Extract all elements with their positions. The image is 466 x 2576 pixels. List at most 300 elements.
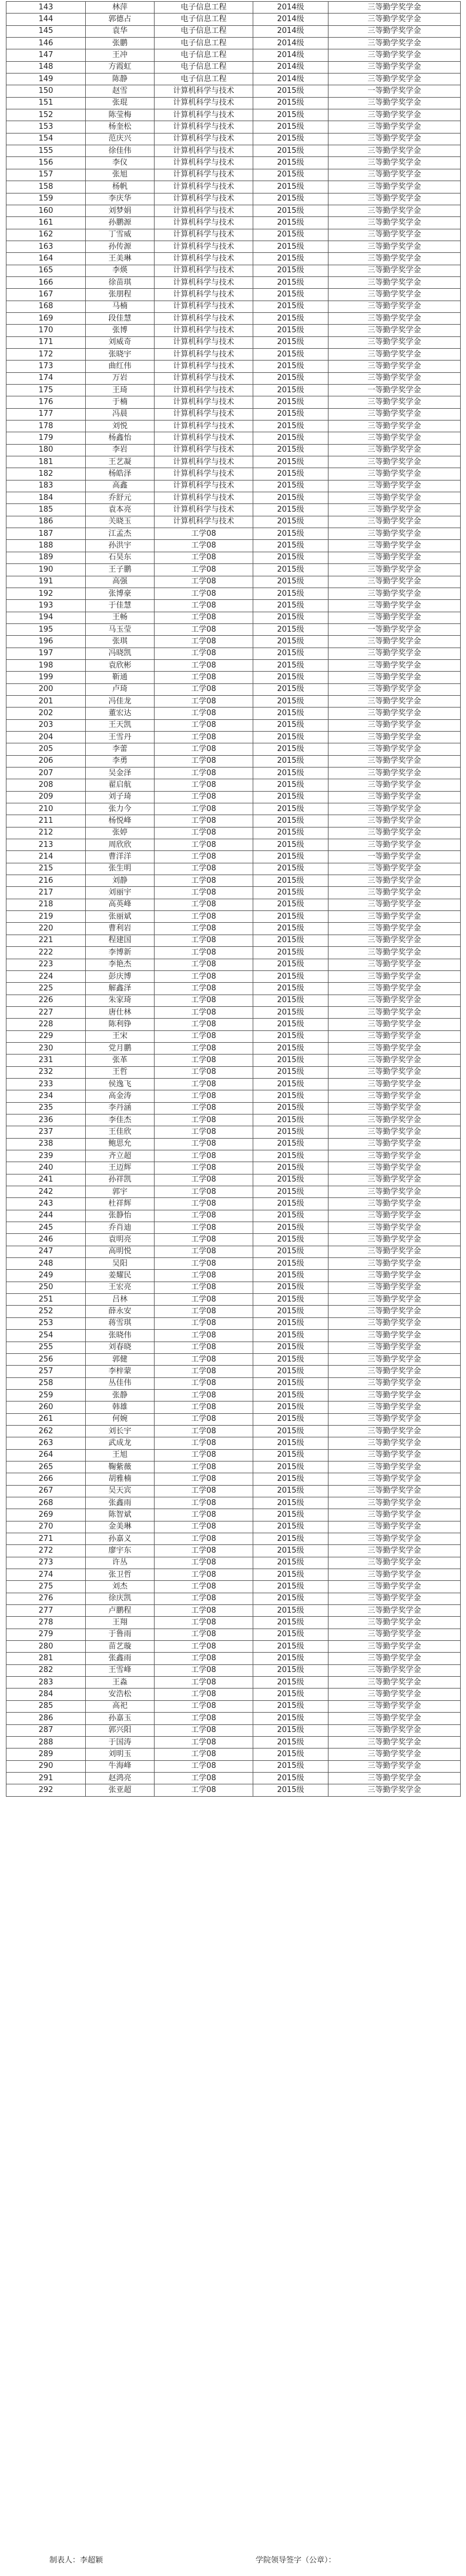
student-name-cell: 王哲 xyxy=(86,1066,155,1078)
table-row xyxy=(6,636,461,648)
award-level-cell: 三等勤学奖学金 xyxy=(328,492,461,504)
table-row xyxy=(6,1449,461,1461)
major-cell: 工学08 xyxy=(155,1521,253,1533)
major-cell: 电子信息工程 xyxy=(155,38,253,49)
table-row xyxy=(6,1389,461,1401)
row-number-cell: 187 xyxy=(6,528,86,540)
table-row xyxy=(6,1437,461,1449)
row-number-cell: 182 xyxy=(6,468,86,480)
major-cell: 工学08 xyxy=(155,672,253,683)
row-number-cell: 198 xyxy=(6,659,86,671)
student-name-cell: 吴阳 xyxy=(86,1258,155,1270)
table-row xyxy=(6,731,461,743)
grade-year-cell: 2015级 xyxy=(253,1258,328,1270)
grade-year-cell: 2015级 xyxy=(253,1055,328,1066)
table-row xyxy=(6,1653,461,1664)
award-level-cell: 三等勤学奖学金 xyxy=(328,1317,461,1329)
grade-year-cell: 2015级 xyxy=(253,504,328,516)
grade-year-cell: 2015级 xyxy=(253,1066,328,1078)
award-level-cell: 三等勤学奖学金 xyxy=(328,1664,461,1676)
award-level-cell: 三等勤学奖学金 xyxy=(328,1700,461,1712)
table-row xyxy=(6,1557,461,1569)
row-number-cell: 154 xyxy=(6,133,86,145)
row-number-cell: 271 xyxy=(6,1533,86,1545)
table-row xyxy=(6,648,461,659)
student-name-cell: 牛海峰 xyxy=(86,1760,155,1772)
award-level-cell: 三等勤学奖学金 xyxy=(328,636,461,648)
row-number-cell: 155 xyxy=(6,145,86,157)
grade-year-cell: 2015级 xyxy=(253,1677,328,1689)
grade-year-cell: 2015级 xyxy=(253,1078,328,1090)
grade-year-cell: 2015级 xyxy=(253,1629,328,1640)
row-number-cell: 203 xyxy=(6,719,86,731)
row-number-cell: 273 xyxy=(6,1557,86,1569)
student-name-cell: 孙传源 xyxy=(86,241,155,252)
major-cell: 工学08 xyxy=(155,588,253,599)
major-cell: 计算机科学与技术 xyxy=(155,109,253,121)
grade-year-cell: 2015级 xyxy=(253,899,328,910)
student-name-cell: 杨奎松 xyxy=(86,121,155,133)
grade-year-cell: 2015级 xyxy=(253,1700,328,1712)
row-number-cell: 144 xyxy=(6,14,86,25)
row-number-cell: 168 xyxy=(6,301,86,312)
award-level-cell: 三等勤学奖学金 xyxy=(328,1306,461,1317)
table-row xyxy=(6,1270,461,1282)
row-number-cell: 169 xyxy=(6,312,86,324)
major-cell: 工学08 xyxy=(155,995,253,1006)
award-level-cell: 三等勤学奖学金 xyxy=(328,815,461,827)
award-level-cell: 三等勤学奖学金 xyxy=(328,1653,461,1664)
major-cell: 工学08 xyxy=(155,803,253,815)
award-level-cell: 三等勤学奖学金 xyxy=(328,253,461,265)
grade-year-cell: 2015级 xyxy=(253,468,328,480)
major-cell: 工学08 xyxy=(155,935,253,946)
row-number-cell: 167 xyxy=(6,289,86,301)
row-number-cell: 177 xyxy=(6,408,86,420)
table-row xyxy=(6,791,461,803)
table-row xyxy=(6,528,461,540)
major-cell: 工学08 xyxy=(155,1760,253,1772)
student-name-cell: 张琪 xyxy=(86,636,155,648)
table-row xyxy=(6,38,461,49)
grade-year-cell: 2015级 xyxy=(253,1473,328,1485)
table-row xyxy=(6,1533,461,1545)
grade-year-cell: 2015级 xyxy=(253,1114,328,1126)
award-level-cell: 三等勤学奖学金 xyxy=(328,1019,461,1030)
award-level-cell: 一等勤学奖学金 xyxy=(328,623,461,635)
student-name-cell: 刘威奇 xyxy=(86,336,155,348)
row-number-cell: 258 xyxy=(6,1377,86,1389)
major-cell: 计算机科学与技术 xyxy=(155,157,253,169)
row-number-cell: 206 xyxy=(6,755,86,767)
major-cell: 工学08 xyxy=(155,1437,253,1449)
major-cell: 工学08 xyxy=(155,695,253,707)
student-name-cell: 李仪 xyxy=(86,157,155,169)
major-cell: 工学08 xyxy=(155,1019,253,1030)
row-number-cell: 275 xyxy=(6,1581,86,1593)
grade-year-cell: 2015级 xyxy=(253,1353,328,1365)
major-cell: 工学08 xyxy=(155,1282,253,1293)
table-row xyxy=(6,1055,461,1066)
award-level-cell: 三等勤学奖学金 xyxy=(328,74,461,85)
row-number-cell: 272 xyxy=(6,1545,86,1557)
grade-year-cell: 2015级 xyxy=(253,1437,328,1449)
student-name-cell: 张鑫雨 xyxy=(86,1497,155,1509)
grade-year-cell: 2015级 xyxy=(253,887,328,899)
table-row xyxy=(6,875,461,887)
grade-year-cell: 2015级 xyxy=(253,1270,328,1282)
row-number-cell: 264 xyxy=(6,1449,86,1461)
major-cell: 计算机科学与技术 xyxy=(155,276,253,288)
major-cell: 计算机科学与技术 xyxy=(155,336,253,348)
award-level-cell: 三等勤学奖学金 xyxy=(328,1485,461,1497)
award-level-cell: 三等勤学奖学金 xyxy=(328,432,461,444)
student-name-cell: 孙嘉义 xyxy=(86,1533,155,1545)
row-number-cell: 207 xyxy=(6,768,86,779)
award-level-cell: 三等勤学奖学金 xyxy=(328,1294,461,1306)
major-cell: 工学08 xyxy=(155,1306,253,1317)
row-number-cell: 234 xyxy=(6,1090,86,1102)
major-cell: 工学08 xyxy=(155,1700,253,1712)
major-cell: 电子信息工程 xyxy=(155,74,253,85)
major-cell: 工学08 xyxy=(155,623,253,635)
major-cell: 工学08 xyxy=(155,768,253,779)
major-cell: 计算机科学与技术 xyxy=(155,348,253,360)
award-level-cell: 三等勤学奖学金 xyxy=(328,480,461,492)
row-number-cell: 240 xyxy=(6,1162,86,1174)
award-level-cell: 三等勤学奖学金 xyxy=(328,348,461,360)
major-cell: 工学08 xyxy=(155,851,253,863)
grade-year-cell: 2015级 xyxy=(253,193,328,205)
row-number-cell: 214 xyxy=(6,851,86,863)
table-row xyxy=(6,456,461,468)
table-row xyxy=(6,1772,461,1784)
award-level-cell: 三等勤学奖学金 xyxy=(328,1760,461,1772)
grade-year-cell: 2015级 xyxy=(253,995,328,1006)
table-row xyxy=(6,14,461,25)
major-cell: 工学08 xyxy=(155,887,253,899)
grade-year-cell: 2015级 xyxy=(253,983,328,995)
grade-year-cell: 2015级 xyxy=(253,109,328,121)
major-cell: 工学08 xyxy=(155,659,253,671)
table-row xyxy=(6,241,461,252)
row-number-cell: 210 xyxy=(6,803,86,815)
grade-year-cell: 2015级 xyxy=(253,1402,328,1413)
row-number-cell: 204 xyxy=(6,731,86,743)
major-cell: 计算机科学与技术 xyxy=(155,516,253,528)
grade-year-cell: 2015级 xyxy=(253,1389,328,1401)
table-row xyxy=(6,540,461,552)
row-number-cell: 150 xyxy=(6,85,86,97)
row-number-cell: 220 xyxy=(6,923,86,935)
award-level-cell: 三等勤学奖学金 xyxy=(328,875,461,887)
grade-year-cell: 2015级 xyxy=(253,1461,328,1473)
row-number-cell: 186 xyxy=(6,516,86,528)
row-number-cell: 145 xyxy=(6,25,86,37)
row-number-cell: 254 xyxy=(6,1330,86,1342)
major-cell: 计算机科学与技术 xyxy=(155,480,253,492)
award-level-cell: 三等勤学奖学金 xyxy=(328,1162,461,1174)
award-level-cell: 三等勤学奖学金 xyxy=(328,14,461,25)
grade-year-cell: 2015级 xyxy=(253,1210,328,1222)
grade-year-cell: 2015级 xyxy=(253,253,328,265)
student-name-cell: 冯佳龙 xyxy=(86,695,155,707)
grade-year-cell: 2015级 xyxy=(253,708,328,719)
major-cell: 工学08 xyxy=(155,683,253,695)
grade-year-cell: 2015级 xyxy=(253,755,328,767)
grade-year-cell: 2015级 xyxy=(253,1569,328,1581)
student-name-cell: 张革 xyxy=(86,1055,155,1066)
major-cell: 工学08 xyxy=(155,1055,253,1066)
grade-year-cell: 2015级 xyxy=(253,1724,328,1736)
award-level-cell: 三等勤学奖学金 xyxy=(328,217,461,229)
table-row xyxy=(6,109,461,121)
table-row xyxy=(6,372,461,384)
table-row xyxy=(6,1330,461,1342)
major-cell: 工学08 xyxy=(155,1138,253,1150)
student-name-cell: 林萍 xyxy=(86,2,155,14)
grade-year-cell: 2015级 xyxy=(253,133,328,145)
grade-year-cell: 2015级 xyxy=(253,935,328,946)
award-level-cell: 三等勤学奖学金 xyxy=(328,1377,461,1389)
grade-year-cell: 2015级 xyxy=(253,516,328,528)
major-cell: 工学08 xyxy=(155,1425,253,1437)
student-name-cell: 冯晓凯 xyxy=(86,648,155,659)
grade-year-cell: 2015级 xyxy=(253,623,328,635)
row-number-cell: 259 xyxy=(6,1389,86,1401)
table-row xyxy=(6,672,461,683)
major-cell: 工学08 xyxy=(155,1473,253,1485)
award-level-cell: 三等勤学奖学金 xyxy=(328,648,461,659)
award-level-cell: 三等勤学奖学金 xyxy=(328,970,461,982)
row-number-cell: 282 xyxy=(6,1664,86,1676)
grade-year-cell: 2015级 xyxy=(253,169,328,181)
grade-year-cell: 2015级 xyxy=(253,1330,328,1342)
grade-year-cell: 2015级 xyxy=(253,672,328,683)
row-number-cell: 238 xyxy=(6,1138,86,1150)
table-row xyxy=(6,1246,461,1257)
major-cell: 计算机科学与技术 xyxy=(155,444,253,456)
row-number-cell: 194 xyxy=(6,612,86,623)
student-name-cell: 高英峰 xyxy=(86,899,155,910)
student-name-cell: 郭健 xyxy=(86,1353,155,1365)
table-row xyxy=(6,1509,461,1521)
table-row xyxy=(6,1593,461,1604)
student-name-cell: 刘悦 xyxy=(86,421,155,432)
table-row xyxy=(6,1689,461,1700)
student-name-cell: 刘明玉 xyxy=(86,1749,155,1760)
student-name-cell: 程建国 xyxy=(86,935,155,946)
major-cell: 工学08 xyxy=(155,1533,253,1545)
row-number-cell: 163 xyxy=(6,241,86,252)
major-cell: 计算机科学与技术 xyxy=(155,361,253,372)
award-level-cell: 三等勤学奖学金 xyxy=(328,719,461,731)
table-row xyxy=(6,492,461,504)
row-number-cell: 249 xyxy=(6,1270,86,1282)
major-cell: 工学08 xyxy=(155,1102,253,1114)
grade-year-cell: 2015级 xyxy=(253,421,328,432)
student-name-cell: 何婉 xyxy=(86,1413,155,1425)
major-cell: 工学08 xyxy=(155,600,253,612)
grade-year-cell: 2015级 xyxy=(253,875,328,887)
award-level-cell: 三等勤学奖学金 xyxy=(328,133,461,145)
grade-year-cell: 2015级 xyxy=(253,325,328,336)
major-cell: 工学08 xyxy=(155,1246,253,1257)
row-number-cell: 235 xyxy=(6,1102,86,1114)
grade-year-cell: 2015级 xyxy=(253,241,328,252)
grade-year-cell: 2015级 xyxy=(253,1617,328,1629)
grade-year-cell: 2015级 xyxy=(253,839,328,851)
grade-year-cell: 2014级 xyxy=(253,25,328,37)
table-row xyxy=(6,779,461,791)
award-level-cell: 三等勤学奖学金 xyxy=(328,995,461,1006)
award-level-cell: 三等勤学奖学金 xyxy=(328,1389,461,1401)
table-row xyxy=(6,301,461,312)
grade-year-cell: 2015级 xyxy=(253,217,328,229)
student-name-cell: 武成龙 xyxy=(86,1437,155,1449)
major-cell: 工学08 xyxy=(155,1294,253,1306)
student-name-cell: 张鑫雨 xyxy=(86,1653,155,1664)
student-name-cell: 朱家琦 xyxy=(86,995,155,1006)
grade-year-cell: 2014级 xyxy=(253,38,328,49)
major-cell: 工学08 xyxy=(155,1270,253,1282)
table-row xyxy=(6,1377,461,1389)
student-name-cell: 于楠 xyxy=(86,396,155,408)
table-row xyxy=(6,839,461,851)
table-row xyxy=(6,600,461,612)
row-number-cell: 180 xyxy=(6,444,86,456)
grade-year-cell: 2015级 xyxy=(253,1306,328,1317)
table-row xyxy=(6,1234,461,1246)
student-name-cell: 韩雄 xyxy=(86,1402,155,1413)
row-number-cell: 221 xyxy=(6,935,86,946)
grade-year-cell: 2014级 xyxy=(253,49,328,61)
major-cell: 计算机科学与技术 xyxy=(155,145,253,157)
table-row xyxy=(6,97,461,109)
award-level-cell: 三等勤学奖学金 xyxy=(328,468,461,480)
row-number-cell: 211 xyxy=(6,815,86,827)
student-name-cell: 张生明 xyxy=(86,863,155,875)
row-number-cell: 213 xyxy=(6,839,86,851)
grade-year-cell: 2015级 xyxy=(253,1186,328,1198)
table-row xyxy=(6,2,461,14)
major-cell: 工学08 xyxy=(155,1413,253,1425)
student-name-cell: 李煐 xyxy=(86,265,155,276)
row-number-cell: 205 xyxy=(6,743,86,755)
row-number-cell: 202 xyxy=(6,708,86,719)
row-number-cell: 281 xyxy=(6,1653,86,1664)
grade-year-cell: 2015级 xyxy=(253,312,328,324)
row-number-cell: 165 xyxy=(6,265,86,276)
row-number-cell: 196 xyxy=(6,636,86,648)
student-name-cell: 袁华 xyxy=(86,25,155,37)
table-row xyxy=(6,1150,461,1162)
student-name-cell: 赵鸿亮 xyxy=(86,1772,155,1784)
major-cell: 工学08 xyxy=(155,528,253,540)
table-row xyxy=(6,432,461,444)
table-row xyxy=(6,659,461,671)
student-name-cell: 高强 xyxy=(86,576,155,588)
award-level-cell: 三等勤学奖学金 xyxy=(328,49,461,61)
student-name-cell: 陈静 xyxy=(86,74,155,85)
table-row xyxy=(6,1019,461,1030)
student-name-cell: 吴天宾 xyxy=(86,1485,155,1497)
major-cell: 工学08 xyxy=(155,839,253,851)
table-row xyxy=(6,1090,461,1102)
award-level-cell: 三等勤学奖学金 xyxy=(328,396,461,408)
grade-year-cell: 2015级 xyxy=(253,851,328,863)
major-cell: 工学08 xyxy=(155,540,253,552)
row-number-cell: 263 xyxy=(6,1437,86,1449)
row-number-cell: 162 xyxy=(6,229,86,241)
major-cell: 工学08 xyxy=(155,612,253,623)
row-number-cell: 188 xyxy=(6,540,86,552)
grade-year-cell: 2015级 xyxy=(253,1162,328,1174)
major-cell: 电子信息工程 xyxy=(155,25,253,37)
award-level-cell: 三等勤学奖学金 xyxy=(328,1449,461,1461)
grade-year-cell: 2015级 xyxy=(253,1581,328,1593)
student-name-cell: 张力今 xyxy=(86,803,155,815)
grade-year-cell: 2015级 xyxy=(253,121,328,133)
table-row xyxy=(6,1210,461,1222)
table-row xyxy=(6,1174,461,1186)
table-row xyxy=(6,887,461,899)
student-name-cell: 唐仕林 xyxy=(86,1006,155,1018)
grade-year-cell: 2015级 xyxy=(253,659,328,671)
grade-year-cell: 2015级 xyxy=(253,492,328,504)
table-row xyxy=(6,157,461,169)
student-name-cell: 李岩 xyxy=(86,444,155,456)
table-row xyxy=(6,336,461,348)
row-number-cell: 190 xyxy=(6,564,86,576)
award-level-cell: 三等勤学奖学金 xyxy=(328,528,461,540)
row-number-cell: 174 xyxy=(6,372,86,384)
major-cell: 计算机科学与技术 xyxy=(155,241,253,252)
grade-year-cell: 2015级 xyxy=(253,731,328,743)
table-row xyxy=(6,1306,461,1317)
award-level-cell: 三等勤学奖学金 xyxy=(328,145,461,157)
student-name-cell: 杨帆 xyxy=(86,181,155,193)
row-number-cell: 228 xyxy=(6,1019,86,1030)
award-level-cell: 三等勤学奖学金 xyxy=(328,1270,461,1282)
row-number-cell: 261 xyxy=(6,1413,86,1425)
major-cell: 工学08 xyxy=(155,1353,253,1365)
row-number-cell: 268 xyxy=(6,1497,86,1509)
student-name-cell: 徐庆凯 xyxy=(86,1593,155,1604)
major-cell: 工学08 xyxy=(155,755,253,767)
award-level-cell: 三等勤学奖学金 xyxy=(328,1473,461,1485)
grade-year-cell: 2015级 xyxy=(253,205,328,216)
grade-year-cell: 2015级 xyxy=(253,1138,328,1150)
table-row xyxy=(6,1126,461,1138)
student-name-cell: 王雪丹 xyxy=(86,731,155,743)
student-name-cell: 曲红伟 xyxy=(86,361,155,372)
major-cell: 工学08 xyxy=(155,1066,253,1078)
award-level-cell: 三等勤学奖学金 xyxy=(328,372,461,384)
major-cell: 工学08 xyxy=(155,899,253,910)
row-number-cell: 209 xyxy=(6,791,86,803)
grade-year-cell: 2015级 xyxy=(253,1545,328,1557)
student-name-cell: 高金涛 xyxy=(86,1090,155,1102)
row-number-cell: 218 xyxy=(6,899,86,910)
award-level-cell: 三等勤学奖学金 xyxy=(328,564,461,576)
major-cell: 工学08 xyxy=(155,552,253,563)
award-level-cell: 一等勤学奖学金 xyxy=(328,385,461,396)
grade-year-cell: 2015级 xyxy=(253,432,328,444)
major-cell: 计算机科学与技术 xyxy=(155,504,253,516)
student-name-cell: 孙祥凯 xyxy=(86,1174,155,1186)
grade-year-cell: 2015级 xyxy=(253,803,328,815)
